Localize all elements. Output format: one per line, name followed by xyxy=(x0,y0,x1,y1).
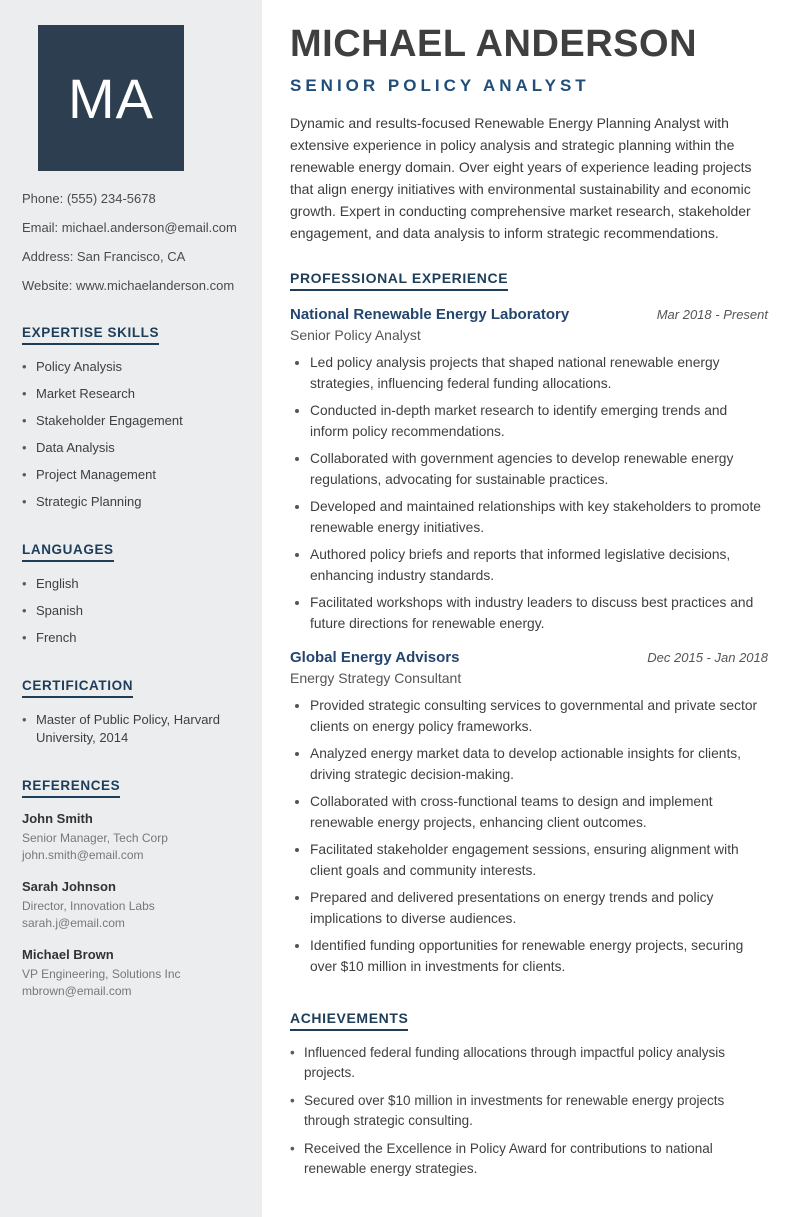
job-header xyxy=(290,649,768,666)
job-bullet: • Identified funding opportunities for renewable energy projects, securing over $10 million in investments for clients. xyxy=(310,936,768,977)
achievements-list xyxy=(290,1043,768,1179)
job-bullet: • Facilitated stakeholder engagement sessions, ensuring alignment with client goals and community interests. xyxy=(310,840,768,881)
contact-phone: Phone: (555) 234-5678 xyxy=(22,191,156,206)
references-section xyxy=(22,777,240,1000)
job-bullet: • Conducted in-depth market research to identify emerging trends and inform policy recommendations. xyxy=(310,401,768,442)
reference-entry xyxy=(22,811,240,864)
skill-item: • Policy Analysis xyxy=(22,358,240,376)
company-name: National Renewable Energy Laboratory xyxy=(290,306,570,323)
certification-section xyxy=(22,677,240,747)
certification-list xyxy=(22,711,240,747)
job-bullet: • Analyzed energy market data to develop actionable insights for clients, driving strategic decision-making. xyxy=(310,744,768,785)
reference-role: Director, Innovation Labs xyxy=(22,899,155,913)
job-bullet: • Prepared and delivered presentations on energy trends and policy implications to diverse audiences. xyxy=(310,888,768,929)
candidate-title: SENIOR POLICY ANALYST xyxy=(290,76,590,95)
job-bullet: • Facilitated workshops with industry leaders to discuss best practices and future directions for renewable energy. xyxy=(310,593,768,634)
skill-item: • Market Research xyxy=(22,385,240,403)
job-bullet: • Collaborated with government agencies to develop renewable energy regulations, advocating for sustainable practices. xyxy=(310,449,768,490)
job-bullet: • Developed and maintained relationships with key stakeholders to promote renewable energy initiatives. xyxy=(310,497,768,538)
reference-email: mbrown@email.com xyxy=(22,984,132,998)
job-bullet-list xyxy=(290,353,768,634)
monogram-badge xyxy=(38,25,184,171)
reference-name: Sarah Johnson xyxy=(22,879,116,894)
skill-item: • Strategic Planning xyxy=(22,493,240,511)
job-bullet: • Led policy analysis projects that shaped national renewable energy strategies, influencing federal funding allocations. xyxy=(310,353,768,394)
language-item: • Spanish xyxy=(22,602,240,620)
achievements-heading: ACHIEVEMENTS xyxy=(290,1010,408,1031)
skills-heading: EXPERTISE SKILLS xyxy=(22,325,159,345)
job-entry xyxy=(290,306,768,634)
summary-paragraph: Dynamic and results-focused Renewable Energy Planning Analyst with extensive experience in policy analysis and strategic planning within the renewable energy domain. Over eight years of experience leading projects that align energy initiatives with environmental sustainability and economic growth. Expert in conducting comprehensive market research, stakeholder engagement, and data analysis to inform strategic recommendations. xyxy=(290,115,752,241)
job-bullet: • Collaborated with cross-functional teams to design and implement renewable energy projects, enhancing client outcomes. xyxy=(310,792,768,833)
reference-email: john.smith@email.com xyxy=(22,848,144,862)
job-bullet-list xyxy=(290,696,768,977)
contact-info xyxy=(22,191,240,294)
references-heading: REFERENCES xyxy=(22,778,120,798)
job-dates: Dec 2015 - Jan 2018 xyxy=(647,650,768,665)
achievement-item: • Secured over $10 million in investments for renewable energy projects through strategic consulting. xyxy=(290,1091,768,1131)
job-bullet: • Provided strategic consulting services to governmental and private sector clients on energy policy frameworks. xyxy=(310,696,768,737)
reference-entry xyxy=(22,879,240,932)
job-entry xyxy=(290,649,768,977)
job-header xyxy=(290,306,768,323)
certification-item: • Master of Public Policy, Harvard University, 2014 xyxy=(22,711,240,747)
experience-heading: PROFESSIONAL EXPERIENCE xyxy=(290,270,508,291)
job-dates: Mar 2018 - Present xyxy=(656,307,768,322)
monogram-initials: MA xyxy=(68,66,154,130)
company-name: Global Energy Advisors xyxy=(290,649,460,666)
skill-item: • Data Analysis xyxy=(22,439,240,457)
languages-list xyxy=(22,575,240,647)
skill-item: • Project Management xyxy=(22,466,240,484)
certification-heading: CERTIFICATION xyxy=(22,678,133,698)
reference-role: Senior Manager, Tech Corp xyxy=(22,831,168,845)
achievement-item: • Influenced federal funding allocations through impactful policy analysis projects. xyxy=(290,1043,768,1083)
reference-role: VP Engineering, Solutions Inc xyxy=(22,967,181,981)
candidate-name: MICHAEL ANDERSON xyxy=(290,23,698,65)
language-item: • French xyxy=(22,629,240,647)
languages-section xyxy=(22,541,240,647)
reference-name: Michael Brown xyxy=(22,947,114,962)
language-item: • English xyxy=(22,575,240,593)
skill-item: • Stakeholder Engagement xyxy=(22,412,240,430)
reference-email: sarah.j@email.com xyxy=(22,916,125,930)
sidebar xyxy=(0,0,262,1217)
contact-address: Address: San Francisco, CA xyxy=(22,249,186,264)
contact-email: Email: michael.anderson@email.com xyxy=(22,220,237,235)
job-role: Senior Policy Analyst xyxy=(290,327,421,343)
achievement-item: • Received the Excellence in Policy Award for contributions to national renewable energy strategies. xyxy=(290,1139,768,1179)
contact-website: Website: www.michaelanderson.com xyxy=(22,278,235,293)
job-role: Energy Strategy Consultant xyxy=(290,670,462,686)
job-bullet: • Authored policy briefs and reports that informed legislative decisions, enhancing industry standards. xyxy=(310,545,768,586)
main-content xyxy=(262,0,800,1217)
languages-heading: LANGUAGES xyxy=(22,542,114,562)
skills-list xyxy=(22,358,240,511)
skills-section xyxy=(22,324,240,511)
reference-entry xyxy=(22,947,240,1000)
reference-name: John Smith xyxy=(22,811,93,826)
